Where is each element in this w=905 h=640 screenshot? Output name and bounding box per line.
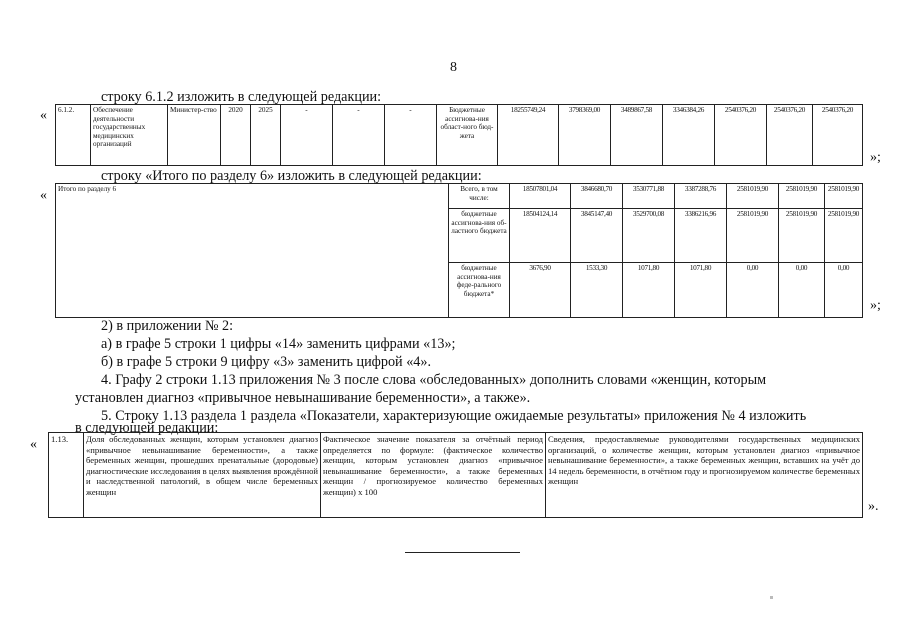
funding-source: бюджетные ассигнова-ния об-ластного бюджета	[449, 209, 510, 263]
value-cell: 3387288,76	[675, 184, 727, 209]
open-quote-3: «	[30, 437, 37, 452]
value-cell: 3346384,26	[663, 105, 715, 166]
value-cell: 3489867,58	[611, 105, 663, 166]
value-cell: 1071,80	[675, 263, 727, 318]
dash-cell: -	[333, 105, 385, 166]
value-cell: 3386216,96	[675, 209, 727, 263]
paragraph-item-b: б) в графе 5 строки 9 цифру «3» заменить цифрой «4».	[101, 354, 432, 370]
value-cell: 18507801,04	[510, 184, 571, 209]
value-cell: 2581019,90	[779, 184, 825, 209]
value-cell: 18255749,24	[498, 105, 559, 166]
open-quote-1: «	[40, 108, 47, 123]
page-number: 8	[450, 60, 457, 75]
close-quote-2: »;	[870, 298, 881, 313]
paragraph-4-line-2: установлен диагноз «привычное невынашивание беременности», а также».	[75, 390, 531, 406]
value-cell: 3846680,70	[571, 184, 623, 209]
value-cell: 3845147,40	[571, 209, 623, 263]
table-indicator-1-13	[48, 432, 863, 518]
value-cell: 18504124,14	[510, 209, 571, 263]
value-cell: 0,00	[727, 263, 779, 318]
value-cell: 2581019,90	[779, 209, 825, 263]
close-quote-1: »;	[870, 150, 881, 165]
indicator-formula: Фактическое значение показателя за отчётный период определяется по формуле: (фактическое количество женщин, которым установлен диагноз «привычное невынашивание беременности», а также беременных женщин / прогнозируемое количество беременных женщин) х 100	[321, 433, 546, 518]
scan-speck	[770, 596, 773, 599]
indicator-number: 1.13.	[49, 433, 84, 518]
intro-row-6-1-2: строку 6.1.2 изложить в следующей редакции:	[101, 89, 382, 105]
value-cell: 2540376,20	[813, 105, 863, 166]
value-cell: 3529700,08	[623, 209, 675, 263]
value-cell: 1071,80	[623, 263, 675, 318]
funding-source: Всего, в том числе:	[449, 184, 510, 209]
value-cell: 3676,90	[510, 263, 571, 318]
end-year: 2025	[251, 105, 281, 166]
value-cell: 2540376,20	[715, 105, 767, 166]
paragraph-appendix-2: 2) в приложении № 2:	[101, 318, 234, 334]
value-cell: 2540376,20	[767, 105, 813, 166]
value-cell: 0,00	[825, 263, 863, 318]
value-cell: 1533,30	[571, 263, 623, 318]
indicator-source: Сведения, предоставляемые руководителями государственных медицинских организаций, о количестве женщин, которым установлен диагноз «привычное невынашивание беременности», а также беременных женщин, вставших на учёт до 14 недель беременности, в отчётном году и прогнозируемом количестве беременных женщин	[546, 433, 863, 518]
start-year: 2020	[221, 105, 251, 166]
value-cell: 2581019,90	[825, 209, 863, 263]
row-number: 6.1.2.	[56, 105, 91, 166]
value-cell: 3798369,00	[559, 105, 611, 166]
total-label: Итого по разделу 6	[56, 184, 449, 318]
funding-source: Бюджетные ассигнова-ния област-ного бюд-жета	[437, 105, 498, 166]
open-quote-2: «	[40, 188, 47, 203]
activity-name: Обеспечение деятельности государственных медицинских организаций	[91, 105, 168, 166]
paragraph-5-line-1: 5. Строку 1.13 раздела 1 раздела «Показатели, характеризующие ожидаемые результаты» приложения № 4 изложить	[101, 408, 807, 424]
value-cell: 3530771,88	[623, 184, 675, 209]
indicator-name: Доля обследованных женщин, которым установлен диагноз «привычное невынашивание беременности», а также беременных женщин, прошедших пренатальные (дородовые) диагностические исследования в целях выявления врождённой и наследственной патологий, в общем числе беременных женщин	[84, 433, 321, 518]
value-cell: 2581019,90	[727, 209, 779, 263]
paragraph-5-line-2: в следующей редакции:	[75, 420, 219, 436]
paragraph-4-line-1: 4. Графу 2 строки 1.13 приложения № 3 после слова «обследованных» дополнить словами «женщин, которым	[101, 372, 767, 388]
paragraph-item-a: а) в графе 5 строки 1 цифры «14» заменить цифрами «13»;	[101, 336, 456, 352]
intro-total-row: строку «Итого по разделу 6» изложить в следующей редакции:	[101, 168, 482, 184]
value-cell: 2581019,90	[727, 184, 779, 209]
value-cell: 0,00	[779, 263, 825, 318]
table-row-6-1-2	[55, 104, 863, 166]
value-cell: 2581019,90	[825, 184, 863, 209]
table-total-section-6	[55, 183, 863, 318]
footnote-separator	[405, 552, 520, 553]
funding-source: бюджетные ассигнова-ния феде-рального бюджета*	[449, 263, 510, 318]
dash-cell: -	[281, 105, 333, 166]
close-quote-3: ».	[868, 499, 879, 514]
dash-cell: -	[385, 105, 437, 166]
executor: Министер-ство	[168, 105, 221, 166]
